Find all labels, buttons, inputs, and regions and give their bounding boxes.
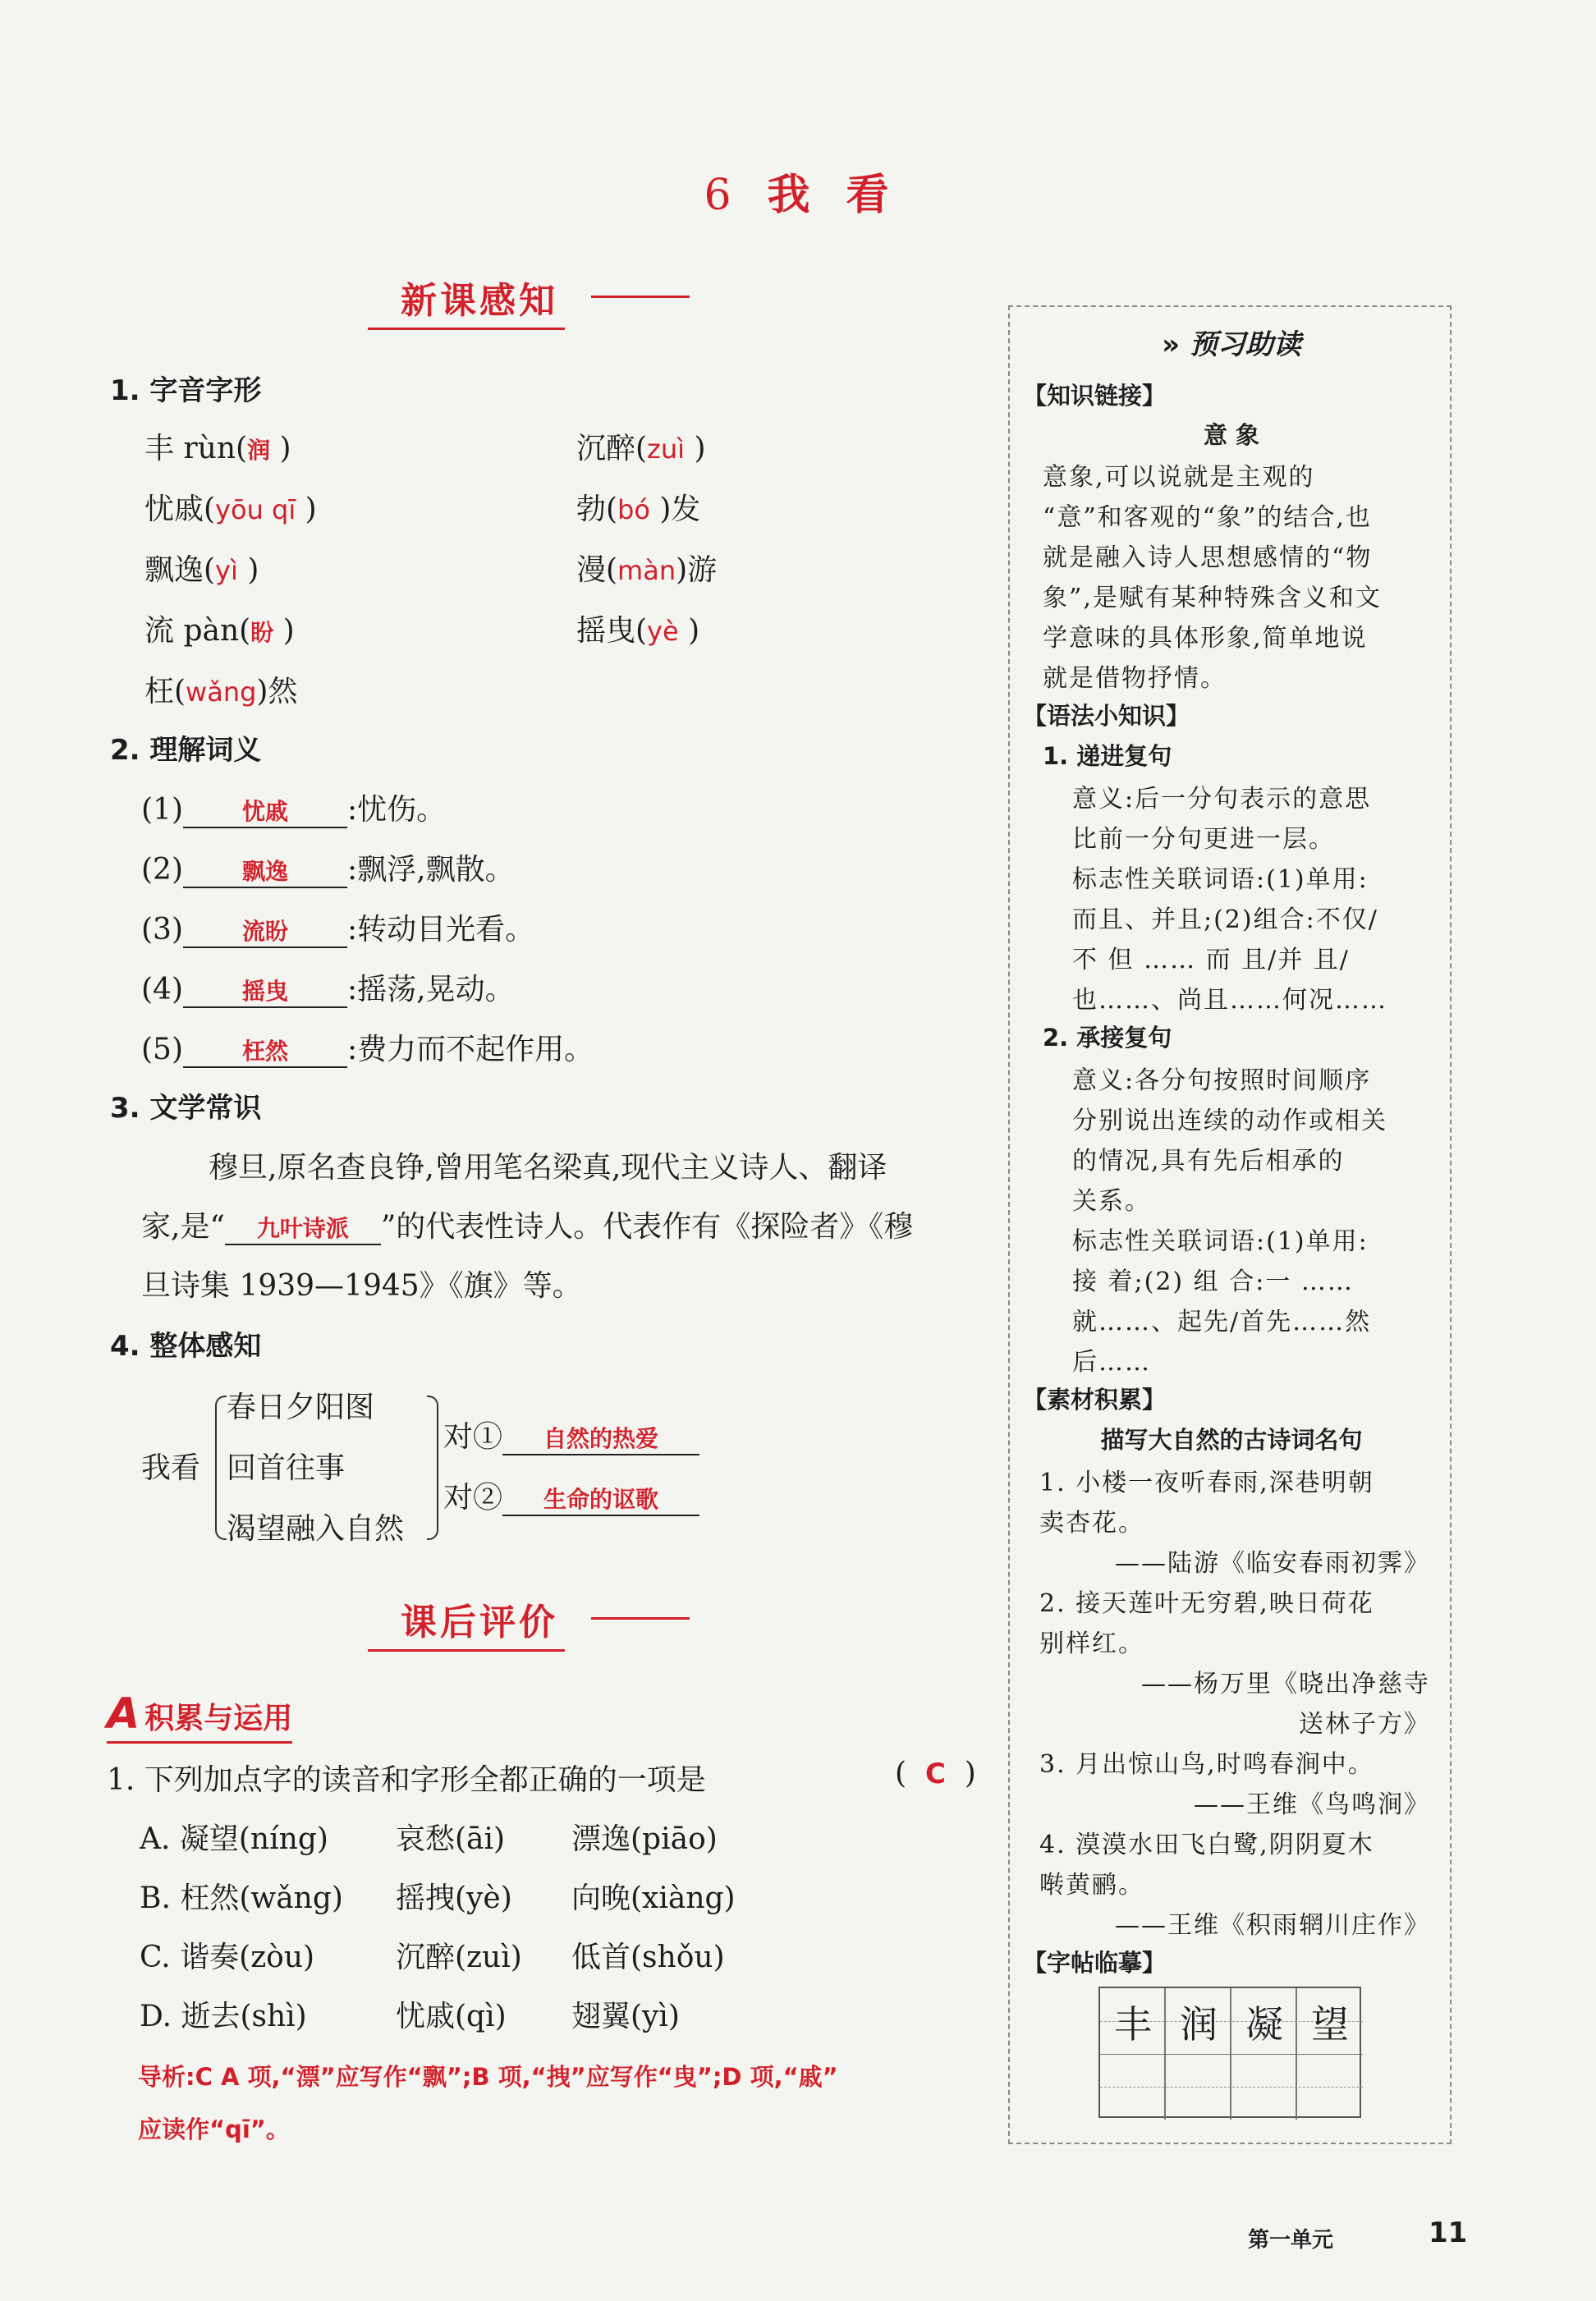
q4-brace-left bbox=[215, 1396, 227, 1540]
poem-line: 卖杏花。 bbox=[1039, 1509, 1144, 1538]
poem-source: ——陆游《临安春雨初霁》 bbox=[1115, 1549, 1430, 1578]
q2-item: (2) 飘逸 :飘浮,飘散。 bbox=[141, 853, 515, 887]
footer-unit: 第一单元 bbox=[1248, 2228, 1334, 2253]
knowledge-line: 意象,可以说就是主观的 bbox=[1043, 463, 1315, 492]
knowledge-line: 象”,是赋有某种特殊含义和文 bbox=[1043, 584, 1382, 612]
q1-item: 枉(wǎng)然 bbox=[144, 675, 298, 708]
poem-line: 啭黄鹂。 bbox=[1039, 1871, 1144, 1900]
lesson-number: 6 bbox=[704, 171, 735, 220]
q2-item: (5) 枉然 :费力而不起作用。 bbox=[141, 1033, 594, 1066]
poem-line: 4. 漠漠水田飞白鹭,阴阴夏木 bbox=[1039, 1831, 1374, 1859]
mc-answer: C bbox=[924, 1758, 946, 1790]
section-title: 新课感知 bbox=[401, 280, 558, 322]
poem-line: 2. 接天莲叶无穷碧,映日荷花 bbox=[1039, 1589, 1374, 1618]
grammar-line: 后…… bbox=[1072, 1348, 1151, 1377]
q1-item: 沉醉(zuì ) bbox=[576, 432, 706, 465]
poem-line: 1. 小楼一夜听春雨,深巷明朝 bbox=[1039, 1469, 1374, 1497]
lesson-title-word-1: 我 bbox=[767, 171, 814, 220]
part-a-label: 积累与运用 bbox=[144, 1702, 293, 1735]
q4-target-1: 对① 自然的热爱 bbox=[443, 1414, 699, 1455]
mc-option: B. 枉然(wǎng) bbox=[140, 1882, 343, 1915]
poem-source: ——王维《积雨辋川庄作》 bbox=[1115, 1911, 1430, 1940]
poem-source: ——杨万里《晓出净慈寺 bbox=[1141, 1670, 1430, 1698]
grid-char: 凝 bbox=[1245, 2002, 1283, 2047]
mc-analysis-line-1: 导析:C A 项,“漂”应写作“飘”;B 项,“拽”应写作“曳”;D 项,“戚” bbox=[138, 2063, 838, 2091]
grammar-line: 的情况,具有先后相承的 bbox=[1072, 1147, 1345, 1176]
q2-item: (4) 摇曳 :摇荡,晃动。 bbox=[141, 973, 515, 1006]
poem-source: ——王维《鸟鸣涧》 bbox=[1194, 1790, 1430, 1819]
section-header-new-lesson bbox=[401, 271, 558, 323]
copy-tag: 【字帖临摹】 bbox=[1023, 1949, 1167, 1977]
section-underline bbox=[368, 1649, 565, 1652]
mc-answer-box: ( C ) bbox=[895, 1757, 976, 1790]
grid-char: 丰 bbox=[1114, 2002, 1152, 2047]
material-tag: 【素材积累】 bbox=[1023, 1386, 1167, 1414]
q1-item: 漫(màn)游 bbox=[576, 553, 718, 587]
mc-option: 向晚(xiàng) bbox=[571, 1882, 736, 1915]
mc-option: D. 逝去(shì) bbox=[140, 2000, 307, 2033]
q4-heading: 4. 整体感知 bbox=[110, 1330, 262, 1363]
q4-branch: 回首往事 bbox=[227, 1451, 346, 1485]
q2-item: (3) 流盼 :转动目光看。 bbox=[141, 913, 535, 947]
part-a-letter: A bbox=[107, 1689, 140, 1739]
q3-line-3: 旦诗集 1939—1945》《旗》等。 bbox=[141, 1269, 582, 1303]
knowledge-tag: 【知识链接】 bbox=[1023, 382, 1167, 410]
mc-option: 哀愁(āi) bbox=[396, 1822, 506, 1856]
section-underline-right bbox=[591, 296, 690, 298]
poem-line: 别样红。 bbox=[1039, 1629, 1144, 1658]
material-title: 描写大自然的古诗词名句 bbox=[1100, 1426, 1363, 1454]
mc-option: A. 凝望(níng) bbox=[140, 1822, 328, 1856]
q1-item: 摇曳(yè ) bbox=[576, 614, 700, 648]
lesson-title-word-2: 看 bbox=[846, 171, 892, 220]
q1-item: 丰 rùn(润 ) bbox=[144, 432, 291, 465]
grammar-line: 而且、并且;(2)组合:不仅/ bbox=[1072, 905, 1378, 934]
lesson-title bbox=[0, 160, 1596, 222]
grammar-head-1: 1. 递进复句 bbox=[1043, 742, 1172, 770]
knowledge-line: 就是融入诗人思想感情的“物 bbox=[1043, 543, 1373, 572]
poem-line: 3. 月出惊山鸟,时鸣春涧中。 bbox=[1039, 1750, 1374, 1779]
section-title: 课后评价 bbox=[401, 1602, 558, 1643]
grammar-line: 分别说出连续的动作或相关 bbox=[1072, 1107, 1387, 1135]
q2-item: (1) 忧戚 :忧伤。 bbox=[141, 793, 447, 827]
q1-item: 勃(bó )发 bbox=[576, 493, 701, 526]
grammar-tag: 【语法小知识】 bbox=[1023, 702, 1190, 730]
grammar-line: 意义:后一分句表示的意思 bbox=[1072, 785, 1372, 814]
grammar-line: 标志性关联词语:(1)单用: bbox=[1072, 1227, 1369, 1256]
calligraphy-grid bbox=[1098, 1987, 1361, 2118]
double-chevron-icon: » bbox=[1162, 328, 1181, 361]
mc-analysis-line-2: 应读作“qī”。 bbox=[138, 2115, 290, 2143]
mc-option: C. 谐奏(zòu) bbox=[140, 1941, 315, 1974]
q4-branch: 渴望融入自然 bbox=[227, 1512, 405, 1546]
q4-brace-right bbox=[427, 1396, 438, 1540]
section-underline bbox=[368, 328, 565, 330]
knowledge-line: 就是借物抒情。 bbox=[1043, 664, 1227, 693]
part-a-badge bbox=[107, 1689, 292, 1739]
mc-option: 翅翼(yì) bbox=[571, 2000, 680, 2033]
knowledge-line: 学意味的具体形象,简单地说 bbox=[1043, 624, 1368, 653]
mc-question: 1. 下列加点字的读音和字形全都正确的一项是 bbox=[107, 1763, 706, 1797]
mc-option: 沉醉(zuì) bbox=[396, 1941, 522, 1974]
q4-root: 我看 bbox=[141, 1451, 201, 1485]
grammar-line: 意义:各分句按照时间顺序 bbox=[1072, 1066, 1372, 1095]
poem-source: 送林子方》 bbox=[1299, 1710, 1430, 1739]
badge-underline bbox=[107, 1741, 292, 1744]
q1-item: 飘逸(yì ) bbox=[144, 553, 259, 587]
knowledge-line: “意”和客观的“象”的结合,也 bbox=[1043, 503, 1372, 532]
grid-char: 望 bbox=[1311, 2002, 1349, 2047]
q4-branch: 春日夕阳图 bbox=[227, 1391, 375, 1424]
section-underline-right bbox=[591, 1617, 690, 1620]
section-header-after-class bbox=[401, 1593, 558, 1645]
grammar-line: 比前一分句更进一层。 bbox=[1072, 825, 1335, 854]
q3-heading: 3. 文学常识 bbox=[110, 1092, 262, 1125]
mc-option: 摇拽(yè) bbox=[396, 1882, 512, 1915]
q3-line-1: 穆旦,原名查良铮,曾用笔名梁真,现代主义诗人、翻译 bbox=[209, 1151, 887, 1185]
grammar-line: 不 但 …… 而 且/并 且/ bbox=[1072, 946, 1350, 974]
grammar-line: 就……、起先/首先……然 bbox=[1072, 1308, 1372, 1336]
q1-heading: 1. 字音字形 bbox=[110, 374, 262, 407]
grid-char: 润 bbox=[1180, 2002, 1218, 2047]
grammar-head-2: 2. 承接复句 bbox=[1043, 1024, 1172, 1052]
mc-option: 忧戚(qì) bbox=[396, 2000, 507, 2033]
knowledge-title: 意 象 bbox=[1203, 421, 1260, 449]
q1-item: 流 pàn(盼 ) bbox=[144, 614, 295, 648]
mc-option: 低首(shǒu) bbox=[571, 1941, 725, 1974]
sidebar-title: » 预习助读 bbox=[1162, 328, 1301, 361]
grammar-line: 接 着;(2) 组 合:一 …… bbox=[1072, 1267, 1354, 1296]
q3-line-2: 家,是“ 九叶诗派 ”的代表性诗人。代表作有《探险者》《穆 bbox=[141, 1210, 914, 1244]
grammar-line: 标志性关联词语:(1)单用: bbox=[1072, 865, 1369, 894]
grammar-line: 关系。 bbox=[1072, 1187, 1151, 1216]
page-number: 11 bbox=[1429, 2216, 1468, 2249]
mc-option: 漂逸(piāo) bbox=[571, 1822, 718, 1856]
grammar-line: 也……、尚且……何况…… bbox=[1072, 986, 1387, 1015]
q1-item: 忧戚(yōu qī ) bbox=[144, 493, 317, 526]
q2-heading: 2. 理解词义 bbox=[110, 734, 262, 767]
preview-guide-sidebar bbox=[1008, 305, 1452, 2144]
q4-target-2: 对② 生命的讴歌 bbox=[443, 1474, 699, 1516]
